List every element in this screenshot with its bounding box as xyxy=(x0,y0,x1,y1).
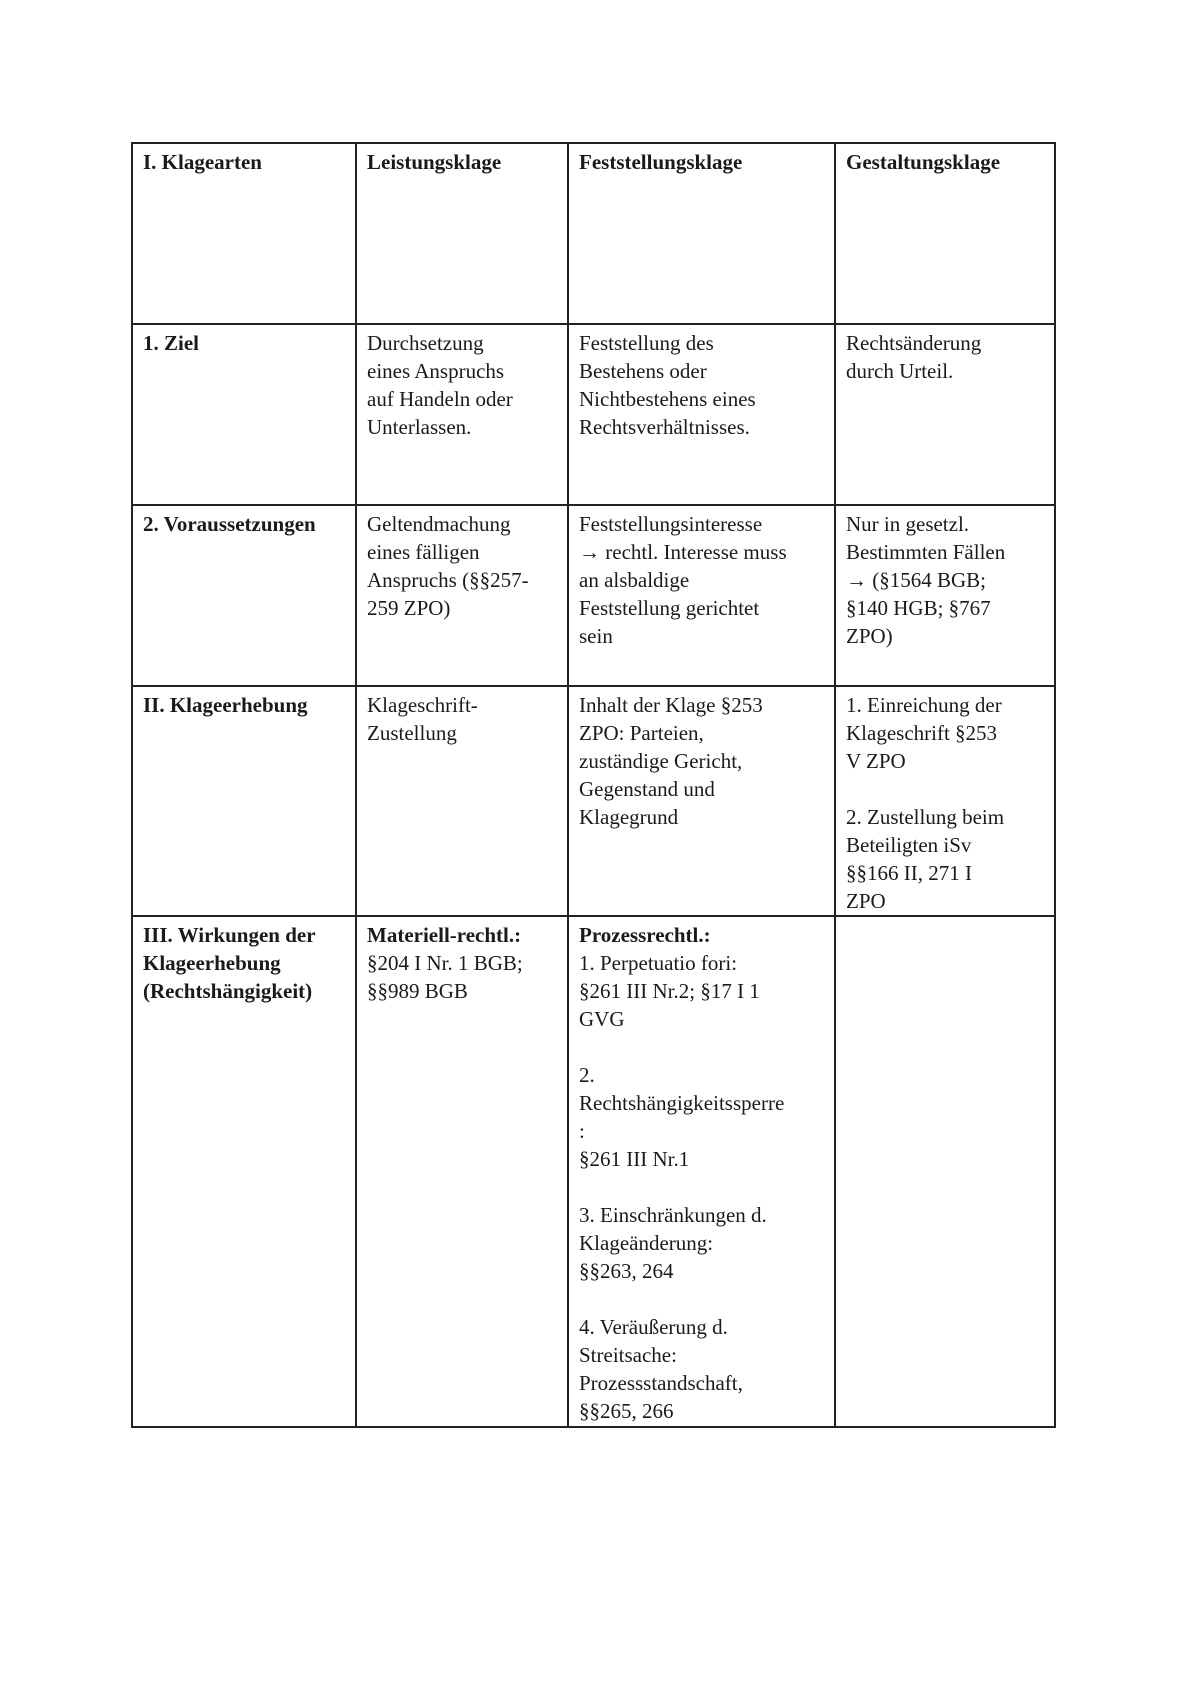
header-cell-gestaltungsklage xyxy=(835,143,1055,324)
text-line: sein xyxy=(579,624,613,648)
text-line: §204 I Nr. 1 BGB; xyxy=(367,951,523,975)
text-line: V ZPO xyxy=(846,749,906,773)
text-line: ZPO) xyxy=(846,624,893,648)
table-row-voraussetzungen xyxy=(132,505,1055,686)
row-label-cell-klageerhebung xyxy=(132,686,356,916)
paragraph-gap xyxy=(579,1285,824,1313)
text-line: Klageschrift §253 xyxy=(846,721,998,745)
subheading-materiell-rechtl: Materiell-rechtl.: xyxy=(367,923,522,947)
row-label-ziel: 1. Ziel xyxy=(143,331,199,355)
cell-ziel-leistungsklage xyxy=(356,324,568,505)
text-line: an alsbaldige xyxy=(579,568,690,592)
paragraph-gap xyxy=(579,1033,824,1061)
text-line: zuständige Gericht, xyxy=(579,749,743,773)
cell-voraussetzungen-feststellungsklage xyxy=(568,505,835,686)
cell-klageerhebung-gestaltungsklage xyxy=(835,686,1055,916)
header-cell-feststellungsklage xyxy=(568,143,835,324)
subheading-prozessrechtl: Prozessrechtl.: xyxy=(579,923,711,947)
table-row-klageerhebung xyxy=(132,686,1055,916)
table-row-header xyxy=(132,143,1055,324)
cell-voraussetzungen-gestaltungsklage xyxy=(835,505,1055,686)
text-line: Rechtsverhältnisses. xyxy=(579,415,750,439)
text-line: 1. Einreichung der xyxy=(846,693,1002,717)
table-row-ziel xyxy=(132,324,1055,505)
row-label-cell-ziel xyxy=(132,324,356,505)
paragraph-gap xyxy=(846,775,1044,803)
klagearten-table xyxy=(131,142,1056,1428)
header-leistungsklage: Leistungsklage xyxy=(367,150,502,174)
row-label-klageerhebung: II. Klageerhebung xyxy=(143,693,308,717)
text-line: §140 HGB; §767 xyxy=(846,596,991,620)
cell-ziel-gestaltungsklage xyxy=(835,324,1055,505)
text-line: §§166 II, 271 I xyxy=(846,861,972,885)
text-line: §§265, 266 xyxy=(579,1399,674,1423)
cell-wirkungen-leistungsklage xyxy=(356,916,568,1427)
text-line: eines fälligen xyxy=(367,540,480,564)
text-line: Feststellung gerichtet xyxy=(579,596,760,620)
text-line: 1. Perpetuatio fori: xyxy=(579,951,738,975)
text-line: 259 ZPO) xyxy=(367,596,451,620)
row-label-wirkungen: III. Wirkungen der xyxy=(143,923,316,947)
text-line: Klageschrift- xyxy=(367,693,478,717)
text-line: Feststellung des xyxy=(579,331,714,355)
row-label-cell-voraussetzungen xyxy=(132,505,356,686)
text-line: Inhalt der Klage §253 xyxy=(579,693,763,717)
text-line: 2. Zustellung beim xyxy=(846,805,1005,829)
text-line: → rechtl. Interesse muss xyxy=(579,540,787,564)
paragraph-gap xyxy=(579,1173,824,1201)
text-line: Rechtshängigkeitssperre xyxy=(579,1091,785,1115)
cell-wirkungen-feststellungsklage xyxy=(568,916,835,1427)
text-line: Prozessstandschaft, xyxy=(579,1371,743,1395)
text-line: 2. xyxy=(579,1063,595,1087)
text-line: Nichtbestehens eines xyxy=(579,387,756,411)
cell-wirkungen-gestaltungsklage-empty xyxy=(835,916,1055,1427)
header-cell-leistungsklage xyxy=(356,143,568,324)
header-gestaltungsklage: Gestaltungsklage xyxy=(846,150,1001,174)
cell-klageerhebung-feststellungsklage xyxy=(568,686,835,916)
text-line: Bestimmten Fällen xyxy=(846,540,1006,564)
row-label-wirkungen: Klageerhebung xyxy=(143,951,281,975)
text-line: 4. Veräußerung d. xyxy=(579,1315,728,1339)
text-line: Durchsetzung xyxy=(367,331,484,355)
cell-voraussetzungen-leistungsklage xyxy=(356,505,568,686)
text-line: Geltendmachung xyxy=(367,512,511,536)
table-row-wirkungen xyxy=(132,916,1055,1427)
text-line: §§989 BGB xyxy=(367,979,468,1003)
text-line: Zustellung xyxy=(367,721,457,745)
row-label-wirkungen: (Rechtshängigkeit) xyxy=(143,979,313,1003)
text-line: auf Handeln oder xyxy=(367,387,513,411)
row-label-cell-wirkungen xyxy=(132,916,356,1427)
header-cell-klagearten xyxy=(132,143,356,324)
text-line: Feststellungsinteresse xyxy=(579,512,763,536)
text-line: §261 III Nr.1 xyxy=(579,1147,690,1171)
cell-ziel-feststellungsklage xyxy=(568,324,835,505)
text-line: Beteiligten iSv xyxy=(846,833,972,857)
text-line: §§263, 264 xyxy=(579,1259,674,1283)
cell-klageerhebung-leistungsklage xyxy=(356,686,568,916)
text-line: → (§1564 BGB; xyxy=(846,568,987,592)
text-line: eines Anspruchs xyxy=(367,359,505,383)
text-line: durch Urteil. xyxy=(846,359,954,383)
row-label-voraussetzungen: 2. Voraussetzungen xyxy=(143,512,316,536)
text-line: Rechtsänderung xyxy=(846,331,982,355)
text-line: Gegenstand und xyxy=(579,777,715,801)
text-line: Unterlassen. xyxy=(367,415,472,439)
text-line: §261 III Nr.2; §17 I 1 xyxy=(579,979,760,1003)
text-line: ZPO xyxy=(846,889,886,913)
text-line: Nur in gesetzl. xyxy=(846,512,970,536)
text-line: 3. Einschränkungen d. xyxy=(579,1203,767,1227)
text-line: GVG xyxy=(579,1007,625,1031)
text-line: Bestehens oder xyxy=(579,359,707,383)
text-line: Streitsache: xyxy=(579,1343,677,1367)
text-line: ZPO: Parteien, xyxy=(579,721,704,745)
text-line: : xyxy=(579,1119,585,1143)
text-line: Anspruchs (§§257- xyxy=(367,568,529,592)
text-line: Klagegrund xyxy=(579,805,679,829)
text-line: Klageänderung: xyxy=(579,1231,714,1255)
header-feststellungsklage: Feststellungsklage xyxy=(579,150,743,174)
header-klagearten: I. Klagearten xyxy=(143,150,262,174)
